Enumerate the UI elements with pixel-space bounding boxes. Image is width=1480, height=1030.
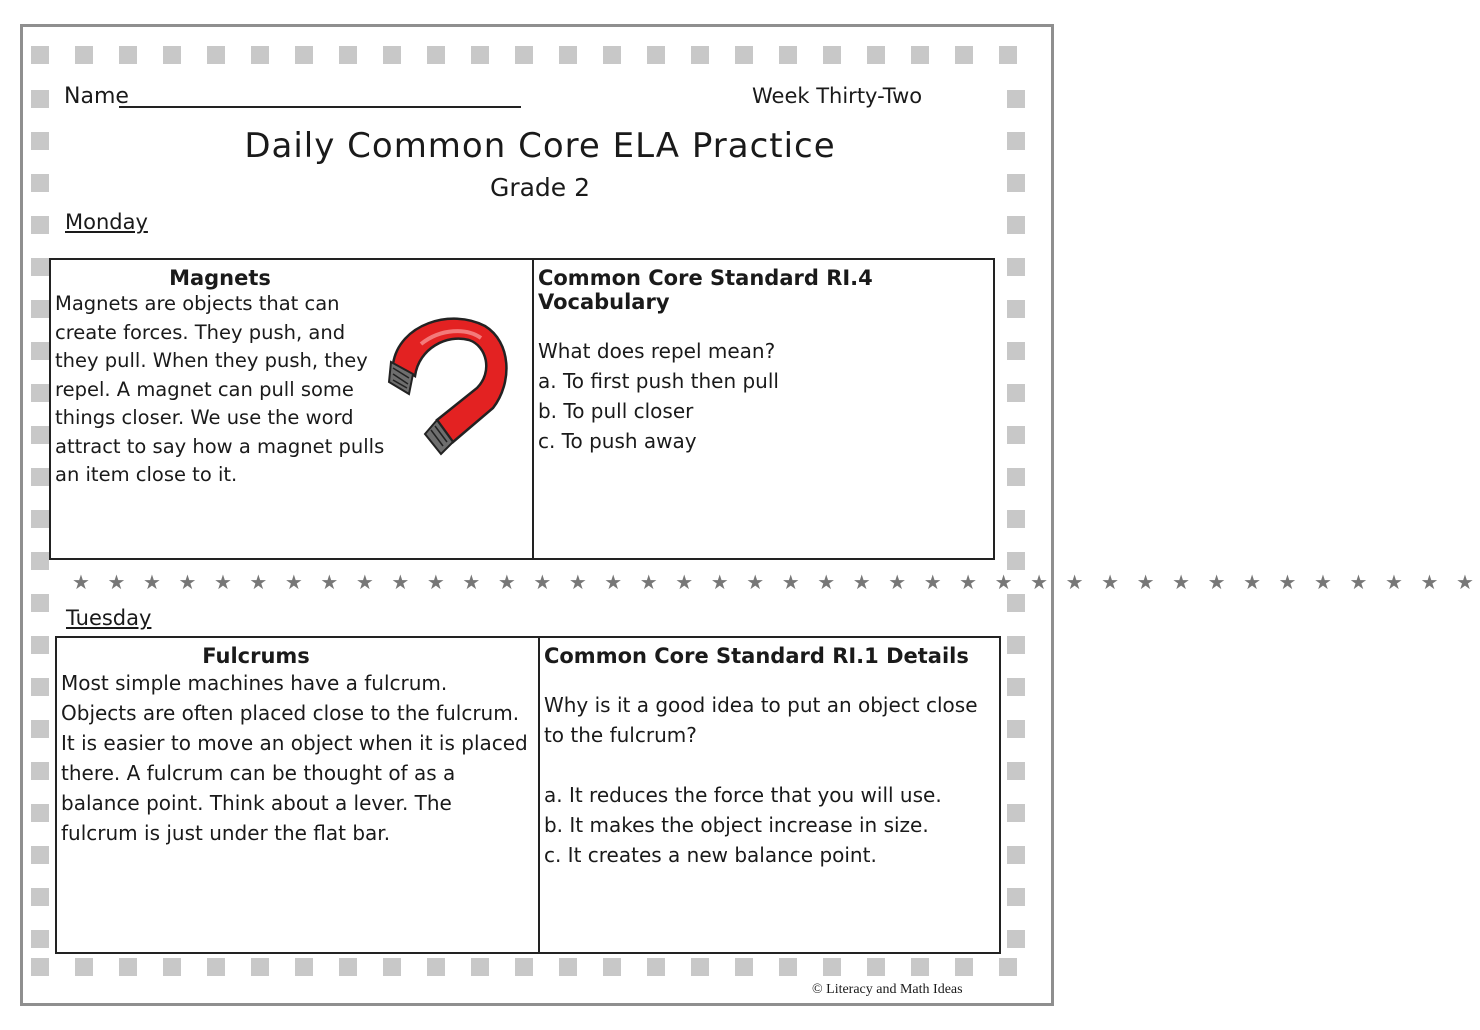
tuesday-standard-title: Common Core Standard RI.1 Details	[543, 644, 969, 668]
passage-line: things closer. We use the word	[55, 406, 354, 429]
passage-line: fulcrum is just under the flat bar.	[61, 821, 391, 845]
border-square	[31, 468, 49, 486]
border-square	[75, 46, 93, 64]
border-square	[1007, 90, 1025, 108]
passage-line: there. A fulcrum can be thought of as a	[61, 761, 456, 785]
border-square	[427, 46, 445, 64]
border-square	[559, 958, 577, 976]
border-square	[31, 888, 49, 906]
border-square	[31, 720, 49, 738]
passage-line: Magnets are objects that can	[55, 292, 340, 315]
border-square	[339, 958, 357, 976]
border-square	[603, 958, 621, 976]
border-square	[1007, 216, 1025, 234]
border-square	[251, 958, 269, 976]
border-square	[999, 46, 1017, 64]
border-square	[823, 46, 841, 64]
border-square	[1007, 426, 1025, 444]
monday-label: Monday	[65, 210, 148, 234]
tuesday-question-cell	[538, 638, 999, 952]
border-square	[1007, 468, 1025, 486]
border-square	[735, 958, 753, 976]
border-square	[383, 46, 401, 64]
border-square	[1007, 636, 1025, 654]
border-square	[1007, 720, 1025, 738]
border-square	[999, 958, 1017, 976]
answer-option: c. It creates a new balance point.	[543, 843, 877, 867]
passage-line: Objects are often placed close to the fulcrum.	[61, 701, 520, 725]
border-square	[295, 958, 313, 976]
border-square	[383, 958, 401, 976]
monday-question-cell	[532, 260, 993, 558]
border-square	[31, 552, 49, 570]
border-square	[1007, 552, 1025, 570]
border-square	[1007, 510, 1025, 528]
passage-line: It is easier to move an object when it is placed	[61, 731, 528, 755]
tuesday-passage-cell	[57, 638, 538, 952]
border-square	[31, 958, 49, 976]
border-square	[119, 958, 137, 976]
grade-subtitle: Grade 2	[489, 173, 591, 202]
border-square	[735, 46, 753, 64]
tuesday-label: Tuesday	[66, 606, 152, 630]
border-square	[911, 958, 929, 976]
monday-passage-cell	[51, 260, 532, 558]
passage-line: attract to say how a magnet pulls	[55, 434, 385, 458]
border-square	[1007, 888, 1025, 906]
border-square	[31, 300, 49, 318]
border-square	[779, 958, 797, 976]
border-square	[471, 46, 489, 64]
border-square	[31, 930, 49, 948]
border-square	[647, 958, 665, 976]
border-square	[31, 258, 49, 276]
tuesday-box	[55, 636, 1001, 954]
border-square	[31, 636, 49, 654]
passage-line: they pull. When they push, they	[55, 349, 368, 372]
border-square	[867, 46, 885, 64]
border-square	[207, 958, 225, 976]
border-square	[515, 46, 533, 64]
passage-line: create forces. They push, and	[55, 320, 346, 344]
border-square	[1007, 678, 1025, 696]
border-square	[31, 216, 49, 234]
horseshoe-magnet-icon	[381, 302, 531, 462]
border-square	[691, 958, 709, 976]
question-line: Why is it a good idea to put an object close	[543, 693, 978, 717]
border-square	[31, 384, 49, 402]
border-square	[31, 510, 49, 528]
answer-option: b. To pull closer	[537, 399, 694, 423]
star-divider: ★ ★ ★ ★ ★ ★ ★ ★ ★ ★ ★ ★ ★ ★ ★ ★ ★ ★ ★ ★ ★ ★ ★ ★ ★ ★ ★ ★ ★ ★ ★ ★ ★ ★ ★ ★ ★ ★ ★ ★	[72, 570, 1480, 594]
name-label: Name	[64, 84, 129, 109]
border-square	[1007, 804, 1025, 822]
border-square	[955, 46, 973, 64]
border-square	[31, 846, 49, 864]
border-square	[559, 46, 577, 64]
passage-line: an item close to it.	[55, 463, 238, 486]
answer-option: a. To first push then pull	[537, 369, 779, 393]
monday-box	[49, 258, 995, 560]
border-square	[31, 594, 49, 612]
border-square	[295, 46, 313, 64]
border-square	[31, 762, 49, 780]
answer-option: a. It reduces the force that you will use.	[543, 783, 942, 807]
border-square	[779, 46, 797, 64]
border-square	[603, 46, 621, 64]
border-square	[427, 958, 445, 976]
border-square	[1007, 594, 1025, 612]
name-field-line	[119, 106, 521, 108]
border-square	[471, 958, 489, 976]
border-square	[911, 46, 929, 64]
worksheet-title: Daily Common Core ELA Practice	[244, 126, 836, 166]
border-square	[339, 46, 357, 64]
tuesday-passage-title: Fulcrums	[202, 644, 310, 668]
border-square	[119, 46, 137, 64]
border-square	[1007, 258, 1025, 276]
passage-line: repel. A magnet can pull some	[55, 377, 354, 401]
border-square	[515, 958, 533, 976]
border-square	[1007, 762, 1025, 780]
border-square	[1007, 342, 1025, 360]
passage-line: Most simple machines have a fulcrum.	[61, 671, 448, 695]
border-square	[1007, 300, 1025, 318]
border-square	[207, 46, 225, 64]
border-square	[31, 342, 49, 360]
answer-option: c. To push away	[537, 429, 697, 453]
border-square	[1007, 384, 1025, 402]
monday-question: What does repel mean?	[537, 339, 776, 363]
border-square	[163, 958, 181, 976]
week-label: Week Thirty-Two	[752, 84, 923, 108]
border-square	[31, 804, 49, 822]
answer-option: b. It makes the object increase in size.	[543, 813, 929, 837]
tuesday-passage	[61, 668, 534, 848]
border-square	[31, 678, 49, 696]
border-square	[647, 46, 665, 64]
border-square	[31, 46, 49, 64]
border-square	[163, 46, 181, 64]
passage-line: balance point. Think about a lever. The	[61, 791, 452, 815]
border-square	[691, 46, 709, 64]
border-square	[1007, 930, 1025, 948]
monday-passage-title: Magnets	[169, 266, 271, 290]
border-square	[31, 90, 49, 108]
border-square	[1007, 846, 1025, 864]
border-square	[75, 958, 93, 976]
border-square	[955, 958, 973, 976]
monday-standard-title: Common Core Standard RI.4 Vocabulary	[537, 266, 873, 314]
border-square	[31, 426, 49, 444]
tuesday-question	[544, 690, 995, 750]
border-square	[867, 958, 885, 976]
border-square	[823, 958, 841, 976]
copyright-notice: © Literacy and Math Ideas	[812, 982, 963, 997]
question-line: to the fulcrum?	[543, 723, 697, 747]
border-square	[251, 46, 269, 64]
